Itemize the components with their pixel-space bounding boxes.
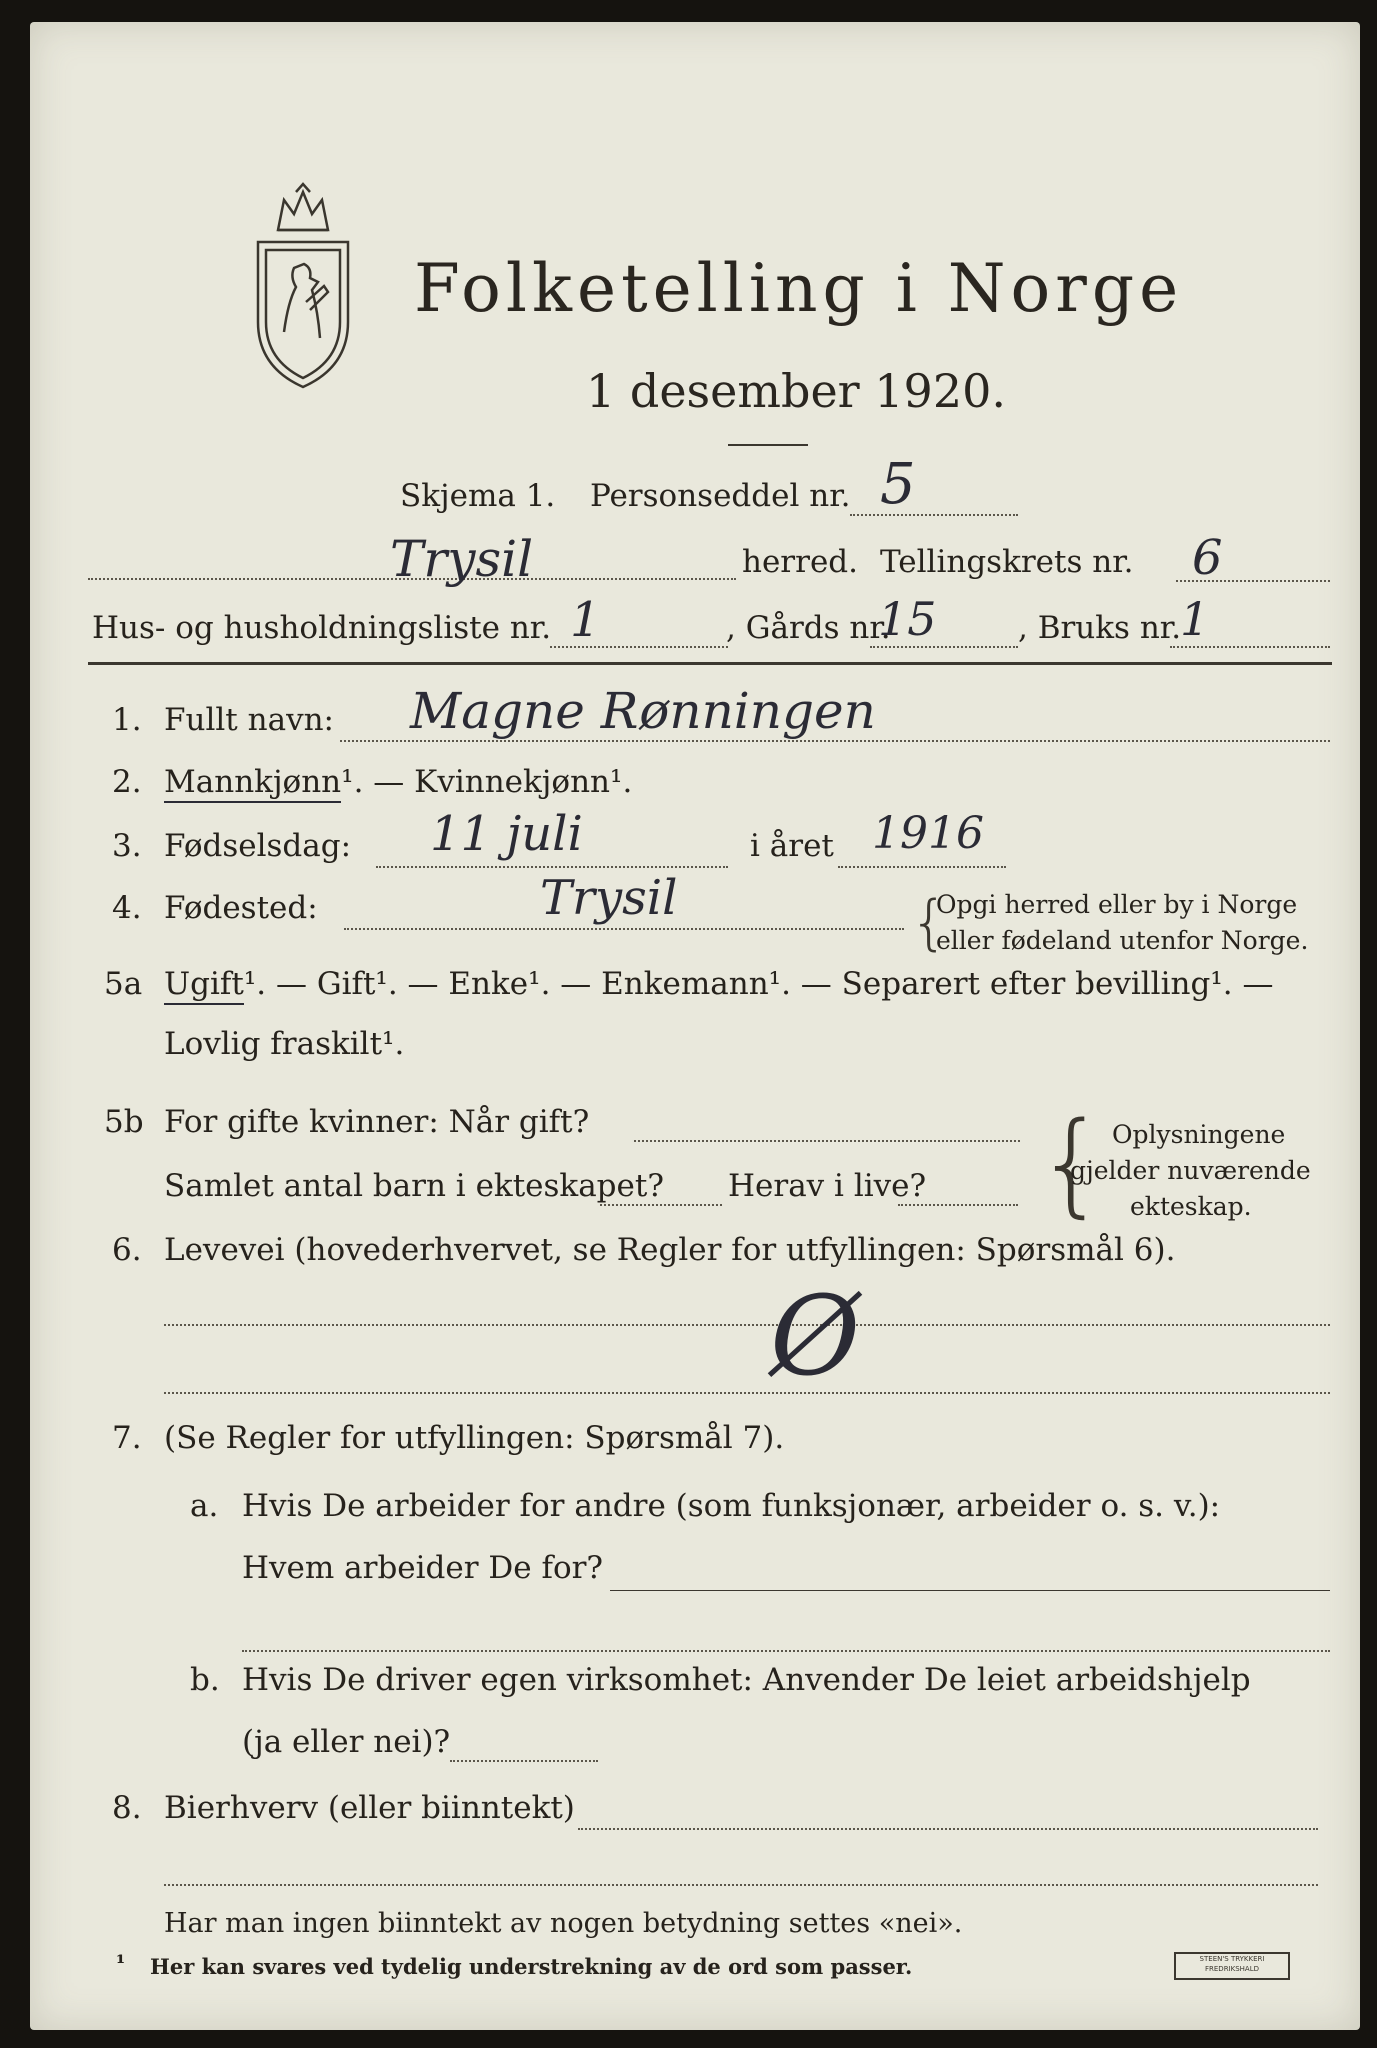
q3-label: Fødselsdag: xyxy=(164,828,352,864)
schema-label: Skjema 1. xyxy=(400,478,556,514)
header-separator xyxy=(88,662,1332,665)
herred-name[interactable]: Trysil xyxy=(390,530,534,588)
q4-note-line1: Opgi herred eller by i Norge xyxy=(936,890,1298,919)
q7a-line2: Hvem arbeider De for? xyxy=(242,1550,604,1586)
q5b-line1: For gifte kvinner: Når gift? xyxy=(164,1104,590,1140)
q7b-line1: Hvis De driver egen virksomhet: Anvender De leiet arbeidshjelp xyxy=(242,1662,1251,1698)
q7-number: 7. xyxy=(112,1420,142,1456)
q7a-letter: a. xyxy=(190,1488,219,1524)
q1-label: Fullt navn: xyxy=(164,702,334,738)
full-name-value[interactable]: Magne Rønningen xyxy=(410,682,876,740)
q5b-number: 5b xyxy=(104,1104,144,1140)
q4-note-line2: eller fødeland utenfor Norge. xyxy=(936,926,1309,955)
year-label: i året xyxy=(750,828,834,864)
q8-number: 8. xyxy=(112,1790,142,1826)
option-ugift[interactable]: Ugift xyxy=(164,966,244,1005)
tellingskrets-number[interactable]: 6 xyxy=(1192,530,1223,586)
census-date: 1 desember 1920. xyxy=(586,364,1006,418)
q1-number: 1. xyxy=(112,702,142,738)
gards-number[interactable]: 15 xyxy=(878,592,937,646)
title-divider xyxy=(728,444,808,446)
birth-year-value[interactable]: 1916 xyxy=(872,808,984,859)
bruks-number[interactable]: 1 xyxy=(1180,592,1210,646)
q7b-line2: (ja eller nei)? xyxy=(242,1724,451,1760)
q5a-options: Ugift¹. — Gift¹. — Enke¹. — Enkemann¹. — Separert efter bevilling¹. — xyxy=(164,966,1273,1002)
bruks-label: , Bruks nr. xyxy=(1018,610,1182,646)
birthplace-value[interactable]: Trysil xyxy=(540,870,678,926)
q3-number: 3. xyxy=(112,828,142,864)
q6-label: Levevei (hovederhvervet, se Regler for utfyllingen: Spørsmål 6). xyxy=(164,1232,1176,1268)
gards-label: , Gårds nr. xyxy=(726,610,891,646)
census-form-page: Folketelling i Norge 1 desember 1920. Skjema 1. Personseddel nr. 5 Trysil herred. Tellingskrets nr. 6 Hus- og husholdningsliste nr. 1 , Gårds nr. 15 , Bruks nr. 1 1. Fullt navn: Magne Rønningen 2. Mannkjønn¹. — Kvinnekjønn¹. 3. Fødselsdag: 11 juli i året 1916 4. Fødested: Trysil { Opgi herred eller by i Norge eller fødeland utenfor Norge. 5a Ugift¹. — Gift¹. — Enke¹. — Enkemann¹. — Separert efter bevilling¹. — Lovlig fraskilt¹. 5b For gifte kvinner: Når gift? Samlet antal barn i ekteskapet? Herav i live? { Oplysningene gjelder nuværende ekteskap. 6. Levevei (hovederhvervet, se Regler for utfyllingen: Spørsmål 6). Ø 7. (Se Regler for utfyllingen: Spørsmål 7). a. Hvis De arbeider for andre (som funksjonær, arbeider o. s. v.): Hvem arbeider De for? b. Hvis De driver egen virksomhet: Anvender De leiet arbeidshjelp (ja eller nei)? 8. Bierhverv (eller biinntekt) Har man ingen biinntekt av nogen betydning settes «nei». ¹ Her kan svares ved tydelig understrekning av de ord som passer. STEEN'S TRYKKERI FREDRIKSHALD xyxy=(30,22,1360,2030)
q5a-number: 5a xyxy=(104,966,143,1002)
tellingskrets-label: Tellingskrets nr. xyxy=(880,544,1134,580)
norwegian-coat-of-arms-icon xyxy=(248,182,358,392)
herred-label: herred. xyxy=(742,544,858,580)
q6-number: 6. xyxy=(112,1232,142,1268)
birth-date-value[interactable]: 11 juli xyxy=(430,806,583,862)
q4-label: Fødested: xyxy=(164,890,318,926)
q5b-note-line3: ekteskap. xyxy=(1130,1192,1252,1221)
q8-label: Bierhverv (eller biinntekt) xyxy=(164,1790,575,1826)
personseddel-label: Personseddel nr. xyxy=(590,478,851,514)
q5b-line2a: Samlet antal barn i ekteskapet? xyxy=(164,1168,664,1204)
q7a-line1: Hvis De arbeider for andre (som funksjonær, arbeider o. s. v.): xyxy=(242,1488,1221,1524)
q2-number: 2. xyxy=(112,764,142,800)
occupation-value[interactable]: Ø xyxy=(770,1272,861,1400)
q5a-line2: Lovlig fraskilt¹. xyxy=(164,1026,405,1062)
footnote: Her kan svares ved tydelig understrekning av de ord som passer. xyxy=(150,1954,913,1979)
q7b-letter: b. xyxy=(190,1662,220,1698)
q7-label: (Se Regler for utfyllingen: Spørsmål 7). xyxy=(164,1420,785,1456)
husholdningsliste-number[interactable]: 1 xyxy=(570,592,601,648)
q2-options: Mannkjønn¹. — Kvinnekjønn¹. xyxy=(164,764,632,800)
q4-number: 4. xyxy=(112,890,142,926)
printer-stamp: STEEN'S TRYKKERI FREDRIKSHALD xyxy=(1174,1952,1290,1980)
q5b-note-line1: Oplysningene xyxy=(1112,1120,1286,1149)
personseddel-number[interactable]: 5 xyxy=(880,452,916,517)
income-note: Har man ingen biinntekt av nogen betydning settes «nei». xyxy=(164,1908,963,1939)
husholdningsliste-label: Hus- og husholdningsliste nr. xyxy=(92,610,552,646)
q5b-note-line2: gjelder nuværende xyxy=(1070,1156,1311,1185)
option-mannkjonn[interactable]: Mannkjønn xyxy=(164,764,341,803)
footnote-mark: ¹ xyxy=(116,1950,126,1975)
q5b-line2b: Herav i live? xyxy=(728,1168,927,1204)
form-title: Folketelling i Norge xyxy=(414,250,1184,327)
option-kvinnekjonn[interactable]: Kvinnekjønn xyxy=(414,764,611,800)
